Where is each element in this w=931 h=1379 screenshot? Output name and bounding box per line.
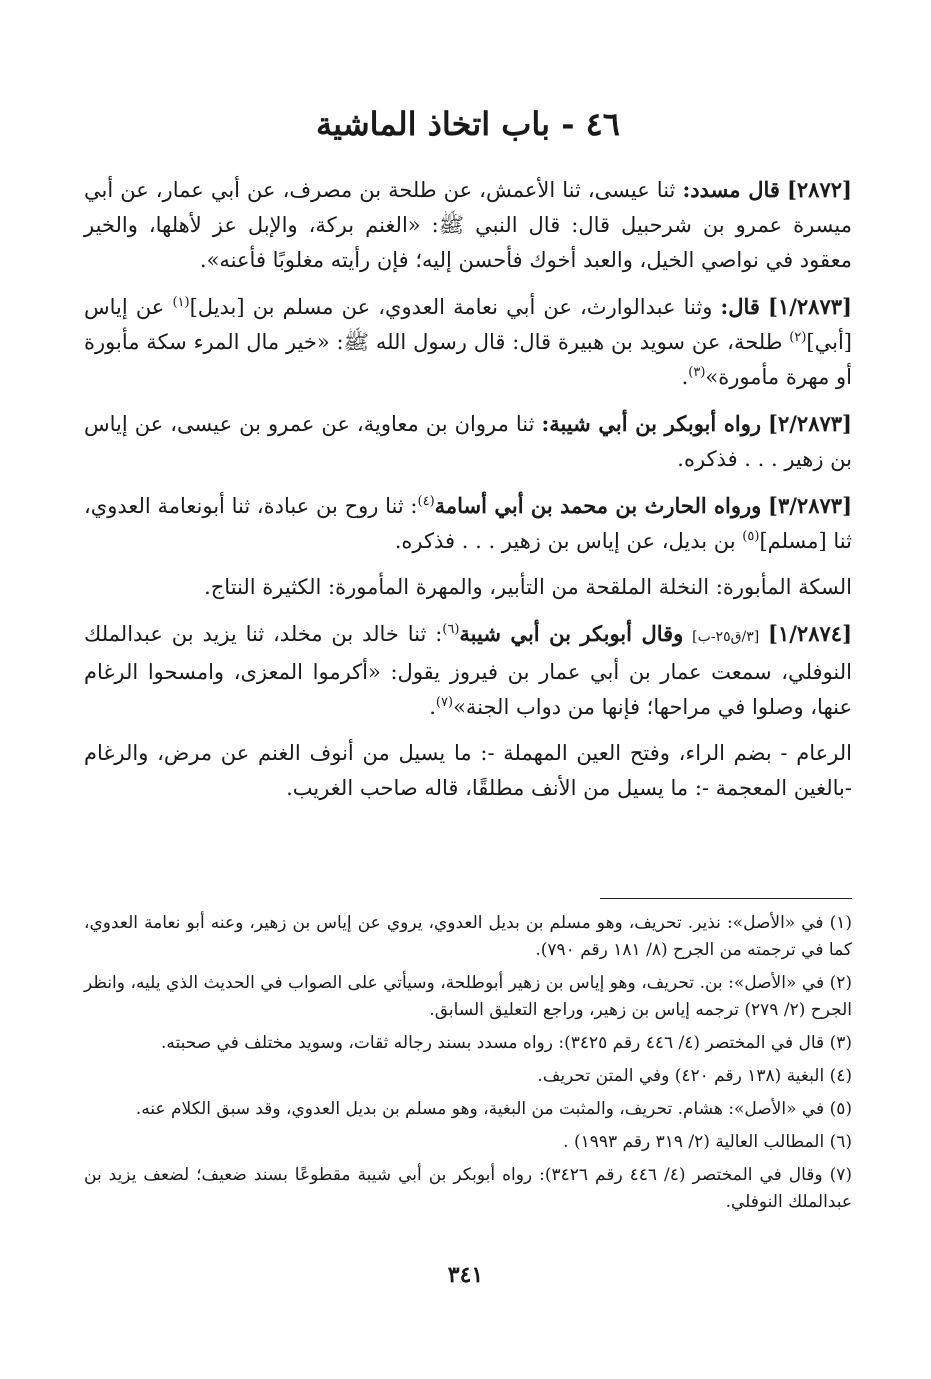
footnote-marker[interactable]: (١) [172, 295, 190, 310]
footnote-marker[interactable]: (٣) [688, 365, 706, 380]
footnote: (٦) المطالب العالية (٢/ ٣١٩ رقم ١٩٩٣) . [563, 1132, 852, 1152]
hadith-ref: [٢/٢٨٧٣] [768, 411, 852, 436]
hadith-2872 [84, 172, 852, 278]
hadith-2873-1 [84, 289, 852, 395]
page-body [84, 92, 852, 817]
page-number: ٣٤١ [447, 1262, 484, 1288]
hadith-head: قال مسدد: [682, 177, 780, 202]
footnote-marker[interactable]: (٤) [417, 494, 435, 509]
hadith-text: : ثنا روح بن عبادة، ثنا أبونعامة العدوي، ثنا [مسلم] [84, 494, 852, 553]
chapter-title: ٤٦ - باب اتخاذ الماشية [316, 105, 620, 143]
hadith-text: عن إياس [أبي] [84, 295, 852, 354]
hadith-head: قال: [720, 294, 760, 319]
footnote: (٥) في «الأصل»: هشام. تحريف، والمثبت من البغية، وهو مسلم بن بديل العدوي، وقد سبق الكلام عنه. [135, 1099, 852, 1119]
hadith-head: رواه أبوبكر بن أبي شيبة: [541, 411, 762, 436]
footnote-divider [600, 898, 852, 899]
footnote: (٣) قال في المختصر (٤/ ٤٤٦ رقم ٣٤٢٥): رواه مسدد بسند رجاله ثقات، وسويد مختلف في صحبته. [160, 1033, 852, 1053]
hadith-ref: [١/٢٨٧٤] [768, 621, 852, 646]
hadith-text: بن بديل، عن إياس بن زهير . . . فذكره. [394, 529, 736, 553]
hadith-ref: [١/٢٨٧٣] [768, 294, 852, 319]
hadith-text: طلحة، عن سويد بن هبيرة قال: قال رسول الله ﷺ: «خير مال المرء سكة مأبورة أو مهرة مأمورة» [84, 330, 852, 389]
gloss-paragraph [84, 570, 852, 605]
hadith-head: وقال أبوبكر بن أبي شيبة [459, 621, 684, 646]
manuscript-ref: [٣/ق٢٥-ب] [692, 629, 760, 645]
footnote-marker[interactable]: (٢) [789, 330, 807, 345]
hadith-text: ثنا مروان بن معاوية، عن عمرو بن عيسى، عن إياس بن زهير . . . فذكره. [84, 412, 852, 471]
footnote: (١) في «الأصل»: نذير. تحريف، وهو مسلم بن بديل العدوي، يروي عن إياس بن زهير، وعنه أبو نعامة العدوي، كما في ترجمته من الجرح (٨/ ١٨١ رقم ٧٩٠). [84, 913, 852, 960]
hadith-text: : ثنا خالد بن مخلد، ثنا يزيد بن عبدالملك النوفلي، سمعت عمار بن أبي عمار بن فيروز يقول: «أكرموا المعزى، وامسحوا الرغام عنها، وصلوا في مراحها؛ فإنها من دواب الجنة» [84, 622, 852, 719]
gloss-text: الرعام - بضم الراء، وفتح العين المهملة -: ما يسيل من أنوف الغنم عن مرض، والرغام -بالغين المعجمة -: ما يسيل من الأنف مطلقًا، قاله صاحب الغريب. [84, 741, 852, 800]
footnote-marker[interactable]: (٦) [442, 622, 460, 637]
hadith-text: ثنا عيسى، ثنا الأعمش، عن طلحة بن مصرف، عن أبي عمار، عن أبي ميسرة عمرو بن شرحبيل قال: قال النبي ﷺ: «الغنم بركة، والإبل عز لأهلها، والخير معقود في نواصي الخيل، والعبد أخوك فأحسن إليه؛ فإن رأيته مغلوبًا فأعنه». [84, 178, 852, 272]
footnote: (٢) في «الأصل»: بن. تحريف، وهو إياس بن زهير أبوطلحة، وسيأتي على الصواب في الحديث الذي يليه، وانظر الجرح (٢/ ٢٧٩) ترجمه إياس بن زهير، وراجع التعليق السابق. [84, 973, 853, 1020]
gloss-text: السكة المأبورة: النخلة الملقحة من التأبير، والمهرة المأمورة: الكثيرة النتاج. [204, 575, 852, 599]
hadith-2873-2 [84, 406, 852, 477]
footnote: (٤) البغية (١٣٨ رقم ٤٢٠) وفي المتن تحريف. [537, 1066, 852, 1086]
hadith-text: وثنا عبدالوارث، عن أبي نعامة العدوي، عن مسلم بن [بديل] [189, 295, 713, 319]
footnote-marker[interactable]: (٥) [742, 529, 760, 544]
punctuation: . [681, 365, 689, 389]
footnote: (٧) وقال في المختصر (٤/ ٤٤٦ رقم ٣٤٢٦): رواه أبوبكر بن أبي شيبة مقطوعًا بسند ضعيف؛ لضعف يزيد بن عبدالملك النوفلي. [84, 1165, 853, 1212]
hadith-2874-1 [84, 616, 852, 725]
hadith-ref: [٣/٢٨٧٣] [768, 493, 852, 518]
footnotes [84, 910, 852, 1222]
punctuation: . [429, 695, 436, 719]
hadith-ref: [٢٨٧٢] [786, 177, 852, 202]
hadith-head: ورواه الحارث بن محمد بن أبي أسامة [434, 493, 762, 518]
hadith-2873-3 [84, 488, 852, 559]
footnote-marker[interactable]: (٧) [435, 695, 454, 710]
gloss-paragraph [84, 736, 852, 806]
